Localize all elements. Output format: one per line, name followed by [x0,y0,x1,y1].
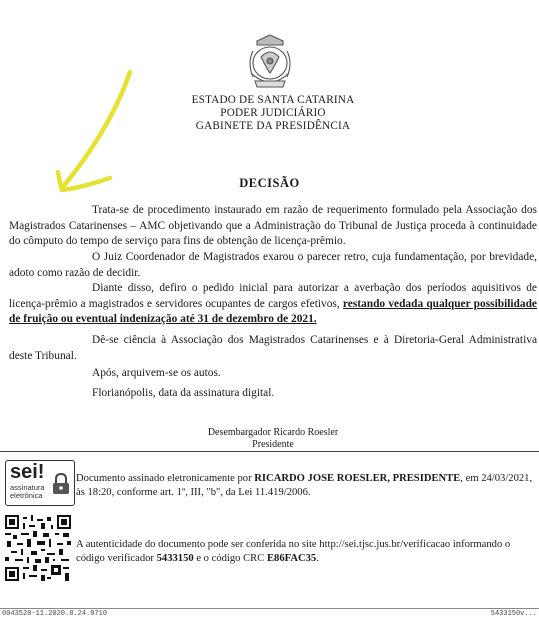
paragraph-4: Dê-se ciência à Associação dos Magistrados Catarinenses e à Diretoria-Geral Administrativa deste Tribunal. [9,334,537,362]
header-state: ESTADO DE SANTA CATARINA [191,94,355,106]
coat-of-arms-icon [243,33,297,91]
qr-code-icon [5,515,71,581]
signature-notice: Documento assinado eletronicamente por RICARDO JOSE ROESLER, PRESIDENTE, em 24/03/2021, às 18:20, conforme art. 1º, III, "b", da Lei 11.419/2006. [76,473,533,498]
document-title: DECISÃO [239,176,300,190]
footer-divider [0,608,539,609]
header-power: PODER JUDICIÁRIO [220,107,326,119]
paragraph-3: Diante disso, defiro o pedido inicial para autorizar a averbação dos períodos aquisitivos de licença-prêmio a magistrados e servidores ocupantes de cargos efetivos, restando vedada qualquer possibilidade de fruição ou eventual indenização até 31 de dezembro de 2021. [9,282,537,326]
divider [0,451,539,452]
page-footer [0,602,539,617]
restriction-highlight: restando vedada qualquer possibilidade de fruição ou eventual indenização até 31 de dezembro de 2021. [9,297,537,326]
signature-role: Presidente [252,439,294,450]
signature-name: Desembargador Ricardo Roesler [207,427,339,438]
paragraph-1: Trata-se de procedimento instaurado em razão de requerimento formulado pela Associação dos Magistrados Catarinenses – AMC objetivando que a Administração do Tribunal de Justiça proceda à continuidade do cômputo do tempo de serviço para fins de obtenção de licença-prêmio. [9,204,537,248]
lock-icon [52,473,70,495]
paragraph-5: Após, arquivem-se os autos. [92,367,221,379]
header-office: GABINETE DA PRESIDÊNCIA [195,120,351,132]
verification-notice: A autenticidade do documento pode ser conferida no site http://sei.tjsc.jus.br/verificacao informando o código verificador 5433150 e o código CRC E86FAC35. [76,539,511,564]
footer-process-number: 0043520-11.2020.8.24.0710 [2,610,108,618]
sei-signature-logo: sei! assinatura eletrônica [5,460,75,506]
footer-document-number: 5433150v... [490,610,537,618]
paragraph-2: O Juiz Coordenador de Magistrados exarou o parecer retro, cuja fundamentação, por brevidade, adoto como razão de decidir. [9,251,537,279]
paragraph-6: Florianópolis, data da assinatura digital. [92,387,275,399]
